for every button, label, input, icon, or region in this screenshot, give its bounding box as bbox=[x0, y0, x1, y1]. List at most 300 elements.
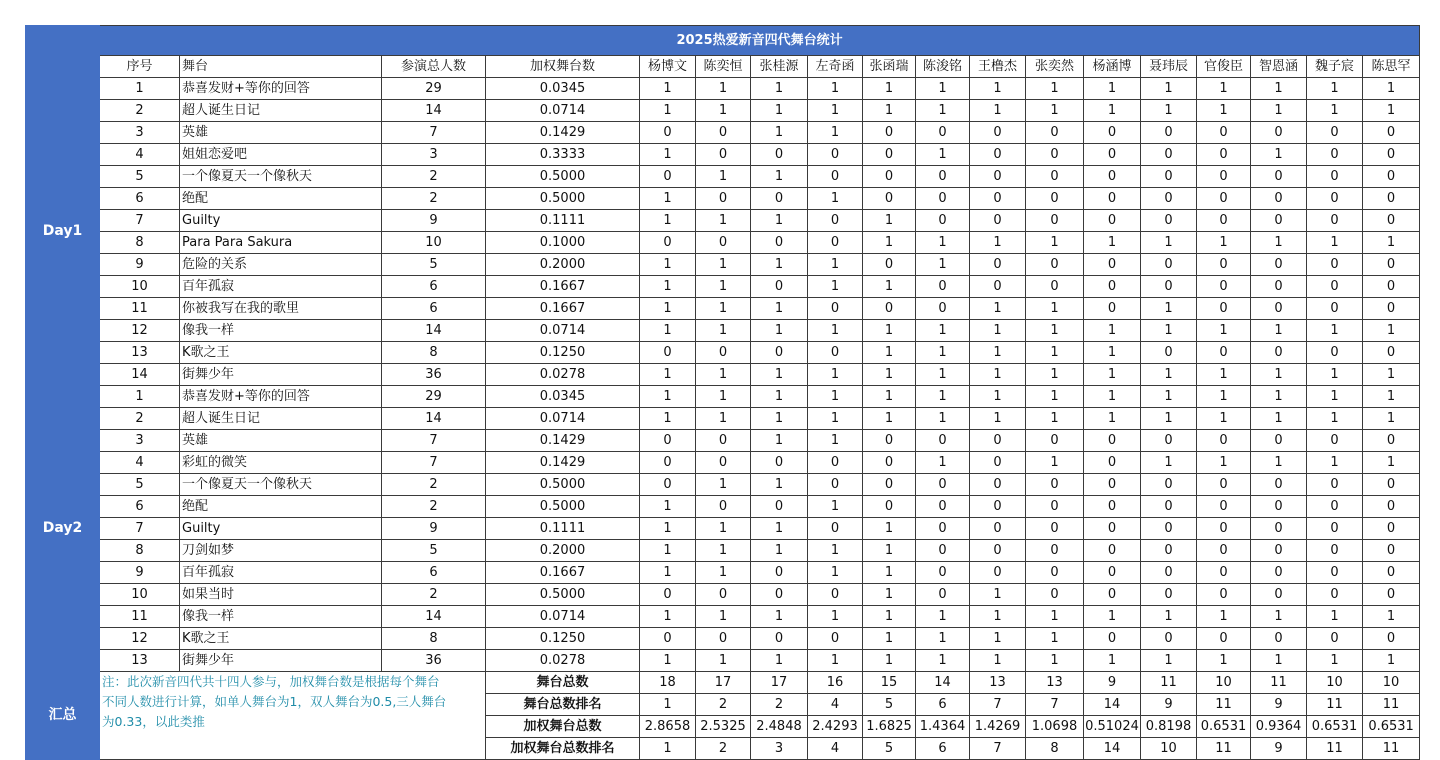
mark-cell: 0 bbox=[1307, 188, 1363, 210]
mark-cell: 0 bbox=[1363, 144, 1420, 166]
day-label: Day2 bbox=[26, 386, 100, 672]
summary-value-cell: 9 bbox=[1251, 694, 1307, 716]
mark-cell: 1 bbox=[808, 408, 863, 430]
mark-cell: 1 bbox=[1026, 364, 1084, 386]
header-member: 张函瑞 bbox=[863, 56, 916, 78]
seq-cell: 4 bbox=[100, 452, 180, 474]
header-row bbox=[26, 56, 1420, 78]
mark-cell: 1 bbox=[1307, 78, 1363, 100]
mark-cell: 0 bbox=[863, 144, 916, 166]
mark-cell: 1 bbox=[696, 364, 751, 386]
mark-cell: 1 bbox=[970, 364, 1026, 386]
weighted-cell: 0.5000 bbox=[486, 584, 640, 606]
mark-cell: 0 bbox=[1141, 474, 1197, 496]
seq-cell: 1 bbox=[100, 78, 180, 100]
header-member: 左奇函 bbox=[808, 56, 863, 78]
mark-cell: 1 bbox=[1141, 78, 1197, 100]
mark-cell: 0 bbox=[1026, 188, 1084, 210]
mark-cell: 0 bbox=[1363, 562, 1420, 584]
stage-name-cell: 恭喜发财+等你的回答 bbox=[180, 386, 382, 408]
mark-cell: 0 bbox=[863, 430, 916, 452]
mark-cell: 0 bbox=[863, 298, 916, 320]
mark-cell: 0 bbox=[1307, 298, 1363, 320]
mark-cell: 0 bbox=[863, 474, 916, 496]
mark-cell: 1 bbox=[1251, 650, 1307, 672]
mark-cell: 1 bbox=[808, 562, 863, 584]
mark-cell: 0 bbox=[1307, 540, 1363, 562]
mark-cell: 1 bbox=[1307, 452, 1363, 474]
mark-cell: 0 bbox=[751, 144, 808, 166]
mark-cell: 0 bbox=[1141, 276, 1197, 298]
mark-cell: 0 bbox=[1084, 210, 1141, 232]
mark-cell: 0 bbox=[1141, 254, 1197, 276]
mark-cell: 0 bbox=[1307, 628, 1363, 650]
mark-cell: 1 bbox=[863, 364, 916, 386]
mark-cell: 0 bbox=[696, 584, 751, 606]
mark-cell: 0 bbox=[1307, 122, 1363, 144]
summary-value-cell: 2.4848 bbox=[751, 716, 808, 738]
mark-cell: 0 bbox=[1307, 254, 1363, 276]
mark-cell: 0 bbox=[1084, 562, 1141, 584]
mark-cell: 0 bbox=[1363, 430, 1420, 452]
mark-cell: 0 bbox=[1141, 518, 1197, 540]
mark-cell: 1 bbox=[640, 496, 696, 518]
weighted-cell: 0.1429 bbox=[486, 452, 640, 474]
mark-cell: 1 bbox=[1084, 78, 1141, 100]
mark-cell: 0 bbox=[1363, 474, 1420, 496]
mark-cell: 1 bbox=[640, 78, 696, 100]
mark-cell: 0 bbox=[751, 562, 808, 584]
mark-cell: 0 bbox=[1251, 342, 1307, 364]
mark-cell: 1 bbox=[640, 298, 696, 320]
mark-cell: 1 bbox=[863, 210, 916, 232]
mark-cell: 0 bbox=[808, 342, 863, 364]
mark-cell: 1 bbox=[696, 518, 751, 540]
mark-cell: 1 bbox=[863, 78, 916, 100]
mark-cell: 0 bbox=[1141, 584, 1197, 606]
seq-cell: 9 bbox=[100, 562, 180, 584]
mark-cell: 0 bbox=[1197, 276, 1251, 298]
mark-cell: 1 bbox=[640, 606, 696, 628]
mark-cell: 1 bbox=[696, 540, 751, 562]
mark-cell: 0 bbox=[1197, 144, 1251, 166]
total-cell: 14 bbox=[382, 100, 486, 122]
weighted-cell: 0.1250 bbox=[486, 628, 640, 650]
mark-cell: 0 bbox=[970, 452, 1026, 474]
summary-value-cell: 1.4364 bbox=[916, 716, 970, 738]
mark-cell: 0 bbox=[1307, 474, 1363, 496]
summary-value-cell: 11 bbox=[1363, 694, 1420, 716]
weighted-cell: 0.0714 bbox=[486, 408, 640, 430]
mark-cell: 1 bbox=[751, 320, 808, 342]
mark-cell: 0 bbox=[640, 474, 696, 496]
mark-cell: 1 bbox=[751, 100, 808, 122]
seq-cell: 6 bbox=[100, 496, 180, 518]
mark-cell: 0 bbox=[1026, 276, 1084, 298]
total-cell: 8 bbox=[382, 628, 486, 650]
weighted-cell: 0.5000 bbox=[486, 166, 640, 188]
mark-cell: 0 bbox=[1363, 496, 1420, 518]
mark-cell: 0 bbox=[1363, 518, 1420, 540]
seq-cell: 5 bbox=[100, 474, 180, 496]
note-line: 为0.33，以此类推 bbox=[102, 714, 205, 729]
stage-name-cell: 街舞少年 bbox=[180, 364, 382, 386]
weighted-cell: 0.1429 bbox=[486, 122, 640, 144]
summary-value-cell: 14 bbox=[1084, 738, 1141, 760]
mark-cell: 0 bbox=[808, 518, 863, 540]
stage-name-cell: 超人诞生日记 bbox=[180, 100, 382, 122]
stage-name-cell: 危险的关系 bbox=[180, 254, 382, 276]
weighted-cell: 0.1667 bbox=[486, 298, 640, 320]
weighted-cell: 0.0714 bbox=[486, 100, 640, 122]
mark-cell: 0 bbox=[751, 276, 808, 298]
summary-value-cell: 1.4269 bbox=[970, 716, 1026, 738]
mark-cell: 0 bbox=[1251, 474, 1307, 496]
seq-cell: 7 bbox=[100, 210, 180, 232]
mark-cell: 1 bbox=[863, 540, 916, 562]
summary-value-cell: 2.8658 bbox=[640, 716, 696, 738]
total-cell: 6 bbox=[382, 276, 486, 298]
mark-cell: 0 bbox=[1251, 298, 1307, 320]
summary-value-cell: 2 bbox=[751, 694, 808, 716]
mark-cell: 1 bbox=[916, 232, 970, 254]
seq-cell: 10 bbox=[100, 276, 180, 298]
mark-cell: 1 bbox=[751, 650, 808, 672]
mark-cell: 0 bbox=[1363, 166, 1420, 188]
mark-cell: 0 bbox=[696, 342, 751, 364]
weighted-cell: 0.0714 bbox=[486, 606, 640, 628]
mark-cell: 0 bbox=[916, 430, 970, 452]
mark-cell: 1 bbox=[1197, 100, 1251, 122]
mark-cell: 0 bbox=[970, 276, 1026, 298]
mark-cell: 0 bbox=[1363, 584, 1420, 606]
mark-cell: 1 bbox=[1307, 100, 1363, 122]
mark-cell: 0 bbox=[1307, 430, 1363, 452]
stage-name-cell: 超人诞生日记 bbox=[180, 408, 382, 430]
mark-cell: 1 bbox=[1026, 386, 1084, 408]
table-row bbox=[26, 606, 1420, 628]
mark-cell: 0 bbox=[1363, 122, 1420, 144]
table-row bbox=[26, 166, 1420, 188]
seq-cell: 11 bbox=[100, 298, 180, 320]
mark-cell: 1 bbox=[916, 364, 970, 386]
mark-cell: 0 bbox=[863, 122, 916, 144]
stage-name-cell: 街舞少年 bbox=[180, 650, 382, 672]
mark-cell: 0 bbox=[808, 166, 863, 188]
mark-cell: 0 bbox=[696, 144, 751, 166]
mark-cell: 1 bbox=[1026, 408, 1084, 430]
weighted-cell: 0.0278 bbox=[486, 364, 640, 386]
mark-cell: 1 bbox=[970, 232, 1026, 254]
mark-cell: 0 bbox=[1307, 496, 1363, 518]
mark-cell: 1 bbox=[1197, 408, 1251, 430]
summary-value-cell: 9 bbox=[1141, 694, 1197, 716]
table-row bbox=[26, 254, 1420, 276]
mark-cell: 1 bbox=[863, 606, 916, 628]
mark-cell: 1 bbox=[1307, 232, 1363, 254]
mark-cell: 1 bbox=[696, 78, 751, 100]
mark-cell: 1 bbox=[863, 386, 916, 408]
mark-cell: 0 bbox=[751, 188, 808, 210]
summary-value-cell: 0.51024 bbox=[1084, 716, 1141, 738]
header-weighted: 加权舞台数 bbox=[486, 56, 640, 78]
seq-cell: 3 bbox=[100, 430, 180, 452]
mark-cell: 1 bbox=[1026, 606, 1084, 628]
mark-cell: 1 bbox=[808, 122, 863, 144]
mark-cell: 1 bbox=[1141, 408, 1197, 430]
seq-cell: 11 bbox=[100, 606, 180, 628]
mark-cell: 0 bbox=[1197, 518, 1251, 540]
mark-cell: 1 bbox=[808, 254, 863, 276]
summary-value-cell: 11 bbox=[1197, 694, 1251, 716]
mark-cell: 0 bbox=[1026, 584, 1084, 606]
mark-cell: 0 bbox=[1307, 210, 1363, 232]
mark-cell: 0 bbox=[696, 628, 751, 650]
mark-cell: 0 bbox=[808, 628, 863, 650]
mark-cell: 1 bbox=[696, 386, 751, 408]
mark-cell: 0 bbox=[1141, 562, 1197, 584]
mark-cell: 1 bbox=[1251, 232, 1307, 254]
mark-cell: 1 bbox=[970, 78, 1026, 100]
mark-cell: 1 bbox=[1363, 100, 1420, 122]
summary-value-cell: 10 bbox=[1307, 672, 1363, 694]
mark-cell: 0 bbox=[1251, 166, 1307, 188]
summary-value-cell: 9 bbox=[1251, 738, 1307, 760]
summary-value-cell: 6 bbox=[916, 738, 970, 760]
mark-cell: 0 bbox=[640, 122, 696, 144]
mark-cell: 0 bbox=[1363, 188, 1420, 210]
mark-cell: 0 bbox=[696, 452, 751, 474]
mark-cell: 1 bbox=[640, 320, 696, 342]
mark-cell: 0 bbox=[751, 232, 808, 254]
mark-cell: 1 bbox=[1363, 320, 1420, 342]
mark-cell: 0 bbox=[1141, 144, 1197, 166]
mark-cell: 1 bbox=[1026, 298, 1084, 320]
summary-value-cell: 7 bbox=[1026, 694, 1084, 716]
summary-value-cell: 11 bbox=[1251, 672, 1307, 694]
seq-cell: 9 bbox=[100, 254, 180, 276]
mark-cell: 1 bbox=[640, 408, 696, 430]
mark-cell: 1 bbox=[1026, 100, 1084, 122]
mark-cell: 0 bbox=[970, 496, 1026, 518]
summary-value-cell: 14 bbox=[916, 672, 970, 694]
weighted-cell: 0.5000 bbox=[486, 474, 640, 496]
mark-cell: 0 bbox=[751, 342, 808, 364]
mark-cell: 0 bbox=[1084, 430, 1141, 452]
mark-cell: 0 bbox=[640, 342, 696, 364]
mark-cell: 0 bbox=[1307, 144, 1363, 166]
seq-cell: 8 bbox=[100, 540, 180, 562]
mark-cell: 1 bbox=[916, 254, 970, 276]
table-row bbox=[26, 78, 1420, 100]
stage-name-cell: 一个像夏天一个像秋天 bbox=[180, 166, 382, 188]
summary-value-cell: 8 bbox=[1026, 738, 1084, 760]
total-cell: 29 bbox=[382, 386, 486, 408]
summary-row-label: 舞台总数 bbox=[486, 672, 640, 694]
summary-note bbox=[100, 672, 486, 760]
seq-cell: 12 bbox=[100, 320, 180, 342]
mark-cell: 1 bbox=[1084, 606, 1141, 628]
mark-cell: 0 bbox=[1026, 166, 1084, 188]
header-member: 官俊臣 bbox=[1197, 56, 1251, 78]
mark-cell: 0 bbox=[1141, 496, 1197, 518]
table-title: 2025热爱新音四代舞台统计 bbox=[100, 26, 1420, 56]
mark-cell: 0 bbox=[1026, 540, 1084, 562]
mark-cell: 0 bbox=[1363, 210, 1420, 232]
mark-cell: 1 bbox=[1141, 606, 1197, 628]
total-cell: 2 bbox=[382, 496, 486, 518]
table-row bbox=[26, 452, 1420, 474]
header-member: 陈思罕 bbox=[1363, 56, 1420, 78]
mark-cell: 1 bbox=[916, 144, 970, 166]
summary-value-cell: 2.4293 bbox=[808, 716, 863, 738]
stage-name-cell: 一个像夏天一个像秋天 bbox=[180, 474, 382, 496]
header-member: 魏子宸 bbox=[1307, 56, 1363, 78]
stage-name-cell: Guilty bbox=[180, 210, 382, 232]
mark-cell: 0 bbox=[808, 232, 863, 254]
summary-value-cell: 2 bbox=[696, 694, 751, 716]
mark-cell: 1 bbox=[640, 144, 696, 166]
mark-cell: 1 bbox=[696, 210, 751, 232]
summary-value-cell: 11 bbox=[1307, 738, 1363, 760]
mark-cell: 1 bbox=[1084, 320, 1141, 342]
mark-cell: 1 bbox=[1251, 100, 1307, 122]
corner-cell bbox=[26, 56, 100, 78]
mark-cell: 1 bbox=[1026, 232, 1084, 254]
table-row bbox=[26, 562, 1420, 584]
mark-cell: 0 bbox=[1251, 540, 1307, 562]
mark-cell: 0 bbox=[808, 452, 863, 474]
weighted-cell: 0.3333 bbox=[486, 144, 640, 166]
mark-cell: 1 bbox=[916, 100, 970, 122]
summary-value-cell: 16 bbox=[808, 672, 863, 694]
mark-cell: 1 bbox=[916, 386, 970, 408]
summary-value-cell: 18 bbox=[640, 672, 696, 694]
mark-cell: 1 bbox=[640, 254, 696, 276]
mark-cell: 0 bbox=[1307, 584, 1363, 606]
mark-cell: 0 bbox=[1197, 628, 1251, 650]
mark-cell: 0 bbox=[1197, 584, 1251, 606]
mark-cell: 1 bbox=[1307, 364, 1363, 386]
mark-cell: 0 bbox=[1141, 188, 1197, 210]
mark-cell: 0 bbox=[696, 232, 751, 254]
mark-cell: 1 bbox=[1084, 650, 1141, 672]
mark-cell: 0 bbox=[916, 166, 970, 188]
weighted-cell: 0.5000 bbox=[486, 188, 640, 210]
mark-cell: 1 bbox=[1084, 408, 1141, 430]
table-row bbox=[26, 122, 1420, 144]
mark-cell: 1 bbox=[808, 386, 863, 408]
mark-cell: 1 bbox=[1141, 100, 1197, 122]
mark-cell: 0 bbox=[751, 584, 808, 606]
mark-cell: 0 bbox=[916, 584, 970, 606]
mark-cell: 1 bbox=[808, 540, 863, 562]
mark-cell: 1 bbox=[640, 364, 696, 386]
header-member: 智恩涵 bbox=[1251, 56, 1307, 78]
mark-cell: 1 bbox=[970, 650, 1026, 672]
mark-cell: 1 bbox=[1363, 606, 1420, 628]
mark-cell: 1 bbox=[1197, 606, 1251, 628]
mark-cell: 1 bbox=[640, 518, 696, 540]
mark-cell: 1 bbox=[751, 254, 808, 276]
mark-cell: 0 bbox=[696, 496, 751, 518]
seq-cell: 10 bbox=[100, 584, 180, 606]
mark-cell: 1 bbox=[751, 364, 808, 386]
weighted-cell: 0.5000 bbox=[486, 496, 640, 518]
mark-cell: 1 bbox=[640, 210, 696, 232]
seq-cell: 1 bbox=[100, 386, 180, 408]
mark-cell: 1 bbox=[1026, 650, 1084, 672]
mark-cell: 1 bbox=[1141, 452, 1197, 474]
mark-cell: 0 bbox=[640, 430, 696, 452]
mark-cell: 0 bbox=[640, 166, 696, 188]
mark-cell: 1 bbox=[1251, 78, 1307, 100]
mark-cell: 1 bbox=[1363, 452, 1420, 474]
seq-cell: 2 bbox=[100, 408, 180, 430]
stage-name-cell: 英雄 bbox=[180, 122, 382, 144]
mark-cell: 1 bbox=[751, 298, 808, 320]
mark-cell: 0 bbox=[1251, 188, 1307, 210]
mark-cell: 0 bbox=[1363, 628, 1420, 650]
summary-value-cell: 10 bbox=[1141, 738, 1197, 760]
summary-row bbox=[26, 672, 1420, 694]
mark-cell: 1 bbox=[863, 232, 916, 254]
header-member: 聂玮辰 bbox=[1141, 56, 1197, 78]
mark-cell: 0 bbox=[1197, 122, 1251, 144]
mark-cell: 0 bbox=[1197, 540, 1251, 562]
summary-value-cell: 13 bbox=[1026, 672, 1084, 694]
mark-cell: 1 bbox=[1197, 78, 1251, 100]
total-cell: 5 bbox=[382, 540, 486, 562]
mark-cell: 0 bbox=[1026, 122, 1084, 144]
mark-cell: 1 bbox=[1141, 298, 1197, 320]
mark-cell: 0 bbox=[1084, 122, 1141, 144]
stage-name-cell: 英雄 bbox=[180, 430, 382, 452]
stage-statistics-table bbox=[25, 25, 1420, 760]
mark-cell: 1 bbox=[1141, 650, 1197, 672]
mark-cell: 0 bbox=[916, 496, 970, 518]
mark-cell: 1 bbox=[696, 276, 751, 298]
mark-cell: 1 bbox=[808, 276, 863, 298]
weighted-cell: 0.0278 bbox=[486, 650, 640, 672]
mark-cell: 0 bbox=[751, 496, 808, 518]
total-cell: 6 bbox=[382, 298, 486, 320]
total-cell: 5 bbox=[382, 254, 486, 276]
mark-cell: 1 bbox=[751, 78, 808, 100]
note-line: 注：此次新音四代共十四人参与，加权舞台数是根据每个舞台 bbox=[102, 674, 440, 689]
mark-cell: 0 bbox=[640, 584, 696, 606]
mark-cell: 1 bbox=[751, 606, 808, 628]
mark-cell: 0 bbox=[696, 430, 751, 452]
mark-cell: 0 bbox=[1026, 474, 1084, 496]
mark-cell: 1 bbox=[808, 496, 863, 518]
mark-cell: 0 bbox=[1026, 562, 1084, 584]
mark-cell: 0 bbox=[1251, 584, 1307, 606]
mark-cell: 0 bbox=[1084, 474, 1141, 496]
mark-cell: 0 bbox=[1251, 122, 1307, 144]
mark-cell: 0 bbox=[1084, 166, 1141, 188]
mark-cell: 0 bbox=[916, 540, 970, 562]
stage-name-cell: 绝配 bbox=[180, 496, 382, 518]
mark-cell: 1 bbox=[863, 562, 916, 584]
mark-cell: 1 bbox=[1363, 650, 1420, 672]
mark-cell: 0 bbox=[1307, 166, 1363, 188]
mark-cell: 0 bbox=[1084, 540, 1141, 562]
mark-cell: 0 bbox=[1026, 144, 1084, 166]
summary-value-cell: 4 bbox=[808, 738, 863, 760]
total-cell: 36 bbox=[382, 364, 486, 386]
mark-cell: 1 bbox=[1307, 386, 1363, 408]
